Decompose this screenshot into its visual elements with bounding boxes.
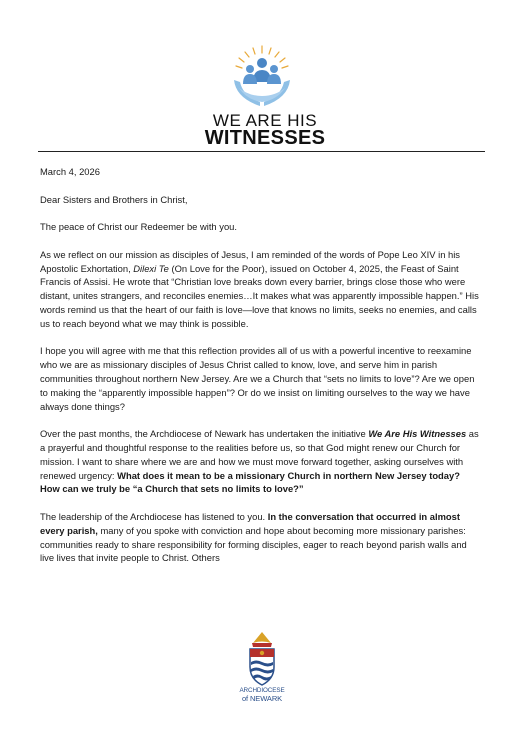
- paragraph-3-text-a: Over the past months, the Archdiocese of Newark has undertaken the initiative: [40, 428, 369, 440]
- paragraph-2: I hope you will agree with me that this reflection provides all of us with a powerful incentive to reexamine who we are as missionary disciples of Jesus Christ called to know, love, and serve him in parish communities throughout northern New Jersey. Are we a Church that “sets no limits to love”? Are we open to making the “apparently impossible happen”? Or do we insist on limiting ourselves to the way we have always done things?: [40, 345, 475, 412]
- letter-date: March 4, 2026: [40, 166, 100, 177]
- initiative-name: We Are His Witnesses: [368, 428, 467, 440]
- we-are-his-witnesses-emblem-icon: [229, 44, 295, 114]
- archdiocese-logo: [236, 631, 288, 705]
- letter-salutation: Dear Sisters and Brothers in Christ,: [40, 193, 188, 205]
- paragraph-4: [40, 510, 482, 565]
- paragraph-1-text-b: (On Love for the Poor), issued on October 4, 2025, the Feast of Saint Francis of Assisi. He wrote that “Christian love breaks down every barrier, brings close those who were distant, unites strangers, and reconciles enemies…It makes what was apparently impossible happen.” His words remind us that the heart of our faith is love—love that knows no limits, seeks no enemies, and calls us to reach beyond what we may think is possible.: [40, 262, 479, 329]
- logo-title-line2: WITNESSES: [204, 127, 326, 149]
- paragraph-3-question: What does it mean to be a missionary Church in northern New Jersey today? How can we truly be “a Church that sets no limits to love?”: [40, 469, 460, 495]
- paragraph-4-text-b: many of you spoke with conviction and hope about becoming more missionary parishes: communities ready to share responsibility for forming disciples, eager to reach beyond parish walls and live lives that invite people to Christ. Others: [40, 524, 467, 564]
- archdiocese-wordmark-line2: of NEWARK: [241, 694, 283, 703]
- exhortation-title: Dilexi Te: [133, 262, 169, 274]
- header-logo: [200, 44, 330, 149]
- paragraph-3-text-b: as a prayerful and thoughtful response to the realities before us, so that God might renew our Church for mission. I want to share where we are and how we must move forward together, asking ourselves with renewed urgency:: [40, 428, 479, 481]
- archdiocese-wordmark-line1: ARCHDIOCESE: [239, 687, 285, 694]
- archdiocese-crest-icon: [236, 631, 288, 687]
- archdiocese-wordmark: [236, 687, 288, 703]
- paragraph-3: [40, 427, 482, 496]
- paragraph-4-text-a: The leadership of the Archdiocese has listened to you.: [40, 510, 268, 522]
- letter-greeting: The peace of Christ our Redeemer be with you.: [40, 221, 237, 233]
- header-divider: [38, 151, 485, 152]
- letter-body: [40, 165, 482, 579]
- paragraph-1: [40, 248, 482, 331]
- logo-title-line1: WE ARE HIS: [212, 111, 318, 130]
- paragraph-1-text-a: As we reflect on our mission as disciples of Jesus, I am reminded of the words of Pope Leo XIV in his Apostolic Exhortation,: [40, 248, 460, 274]
- paragraph-4-emphasis: In the conversation that occurred in almost every parish,: [40, 510, 460, 536]
